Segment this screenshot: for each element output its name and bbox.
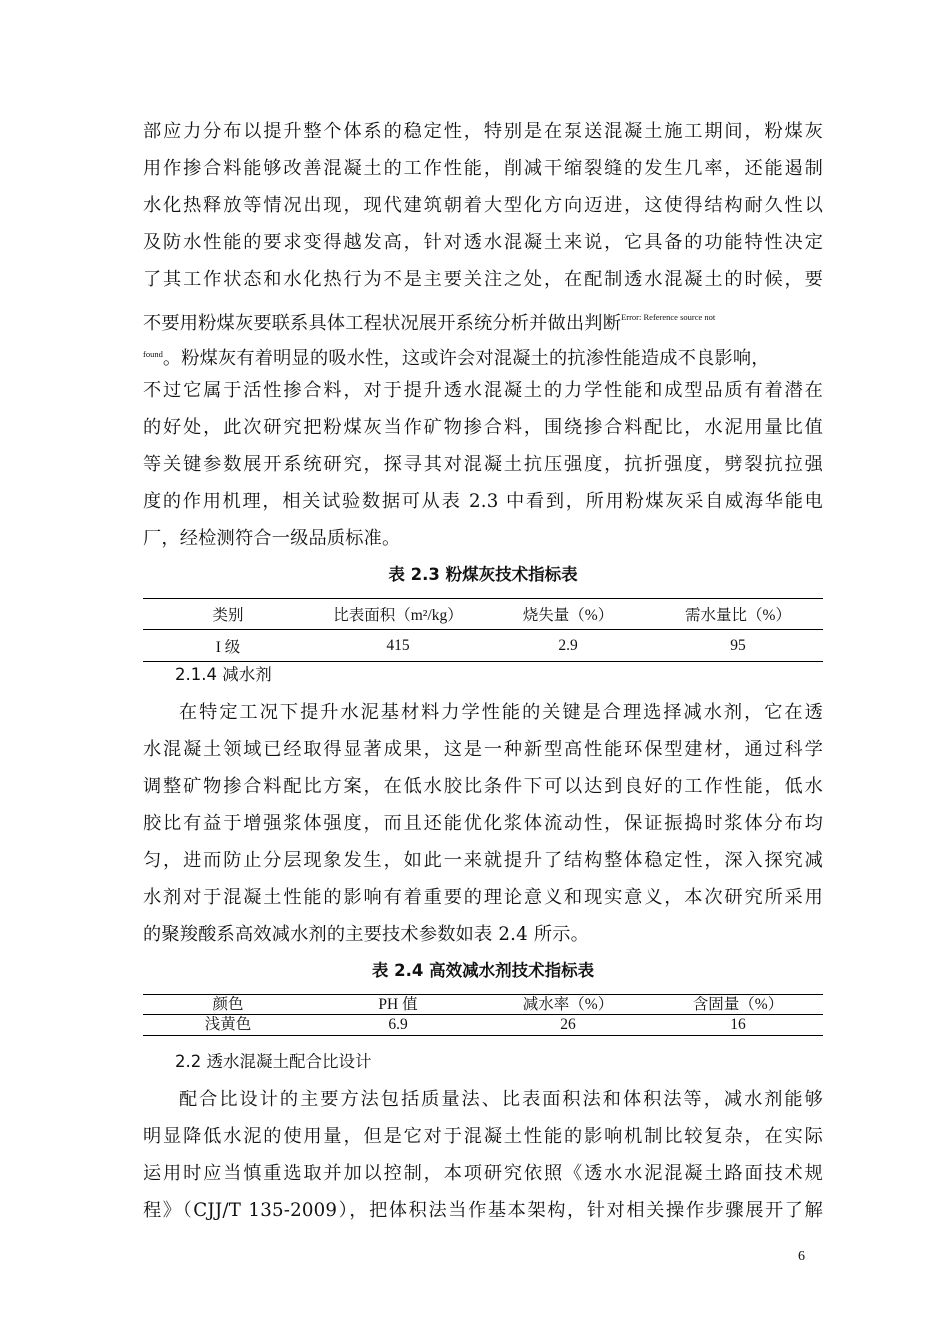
reference-error-cont: found	[143, 349, 163, 359]
reference-error: Error: Reference source not	[621, 312, 716, 322]
table-cell: 6.9	[388, 1016, 408, 1033]
table-row	[143, 1015, 823, 1036]
table-header: PH 值	[313, 995, 483, 1015]
paragraph-line: 了其工作状态和水化热行为不是主要关注之处，在配制透水混凝土的时候，要	[143, 269, 823, 290]
table-caption: 表 2.3 粉煤灰技术指标表	[388, 565, 578, 584]
paragraph-line: 的好处，此次研究把粉煤灰当作矿物掺合料，围绕掺合料配比，水泥用量比值	[143, 417, 823, 438]
table-header: 比表面积（m²/kg）	[313, 599, 483, 630]
table-header-row	[143, 599, 823, 630]
table-header: 含固量（%）	[653, 995, 823, 1015]
table-header: 类别	[143, 599, 313, 630]
table-row	[143, 630, 823, 662]
paragraph-text: 不要用粉煤灰要联系具体工程状况展开系统分析并做出判断	[143, 313, 622, 334]
table-header: 颜色	[143, 995, 313, 1015]
paragraph-line: 配合比设计的主要方法包括质量法、比表面积法和体积法等，减水剂能够	[179, 1089, 823, 1110]
table-cell: 95	[730, 636, 746, 654]
paragraph-line: 水混凝土领域已经取得显著成果，这是一种新型高性能环保型建材，通过科学	[143, 739, 823, 760]
paragraph-line-with-ref	[143, 342, 823, 371]
table-cell: 16	[730, 1016, 746, 1033]
paragraph-line: 明显降低水泥的使用量，但是它对于混凝土性能的影响机制比较复杂，在实际	[143, 1126, 823, 1147]
table-cell: I 级	[215, 638, 241, 656]
paragraph-line: 不过它属于活性掺合料，对于提升透水混凝土的力学性能和成型品质有着潜在	[143, 380, 823, 401]
fly-ash-spec-table	[143, 598, 823, 662]
paragraph-line: 水剂对于混凝土性能的影响有着重要的理论意义和现实意义，本次研究所采用	[143, 887, 823, 908]
paragraph-line: 等关键参数展开系统研究，探寻其对混凝土抗压强度，抗折强度，劈裂抗拉强	[143, 454, 823, 475]
section-heading: 2.2 透水混凝土配合比设计	[175, 1052, 372, 1071]
paragraph-line: 厂，经检测符合一级品质标准。	[143, 528, 401, 549]
table-cell: 2.9	[558, 636, 578, 654]
paragraph-line-with-ref	[143, 305, 823, 336]
table-cell: 415	[386, 636, 410, 654]
paragraph-line: 在特定工况下提升水泥基材料力学性能的关键是合理选择减水剂，它在透	[179, 702, 823, 723]
paragraph-line: 的聚羧酸系高效减水剂的主要技术参数如表 2.4 所示。	[143, 924, 590, 945]
table-header: 减水率（%）	[483, 995, 653, 1015]
paragraph-line: 调整矿物掺合料配比方案，在低水胶比条件下可以达到良好的工作性能，低水	[143, 776, 823, 797]
table-cell: 浅黄色	[204, 1016, 252, 1033]
section-heading: 2.1.4 减水剂	[175, 665, 272, 684]
paragraph-line: 胶比有益于增强浆体强度，而且还能优化浆体流动性，保证振捣时浆体分布均	[143, 813, 823, 834]
paragraph-line: 水化热释放等情况出现，现代建筑朝着大型化方向迈进，这使得结构耐久性以	[143, 195, 823, 216]
paragraph-line: 度的作用机理，相关试验数据可从表 2.3 中看到，所用粉煤灰采自威海华能电	[143, 491, 823, 512]
table-cell: 26	[560, 1016, 576, 1033]
page-number: 6	[798, 1249, 805, 1264]
paragraph-line: 程》（CJJ/T 135-2009），把体积法当作基本架构，针对相关操作步骤展开了解	[143, 1200, 823, 1221]
paragraph-line: 用作掺合料能够改善混凝土的工作性能，削减干缩裂缝的发生几率，还能遏制	[143, 158, 823, 179]
table-caption: 表 2.4 高效减水剂技术指标表	[371, 961, 595, 980]
table-header: 需水量比（%）	[653, 599, 823, 630]
paragraph-line: 及防水性能的要求变得越发高，针对透水混凝土来说，它具备的功能特性决定	[143, 232, 823, 253]
paragraph-line: 部应力分布以提升整个体系的稳定性，特别是在泵送混凝土施工期间，粉煤灰	[143, 121, 823, 142]
paragraph-text: 。粉煤灰有着明显的吸水性，这或许会对混凝土的抗渗性能造成不良影响，	[162, 348, 770, 369]
paragraph-line: 运用时应当慎重选取并加以控制，本项研究依照《透水水泥混凝土路面技术规	[143, 1163, 823, 1184]
paragraph-line: 匀，进而防止分层现象发生，如此一来就提升了结构整体稳定性，深入探究减	[143, 850, 823, 871]
table-header: 烧失量（%）	[483, 599, 653, 630]
water-reducer-spec-table	[143, 994, 823, 1036]
table-header-row	[143, 995, 823, 1015]
